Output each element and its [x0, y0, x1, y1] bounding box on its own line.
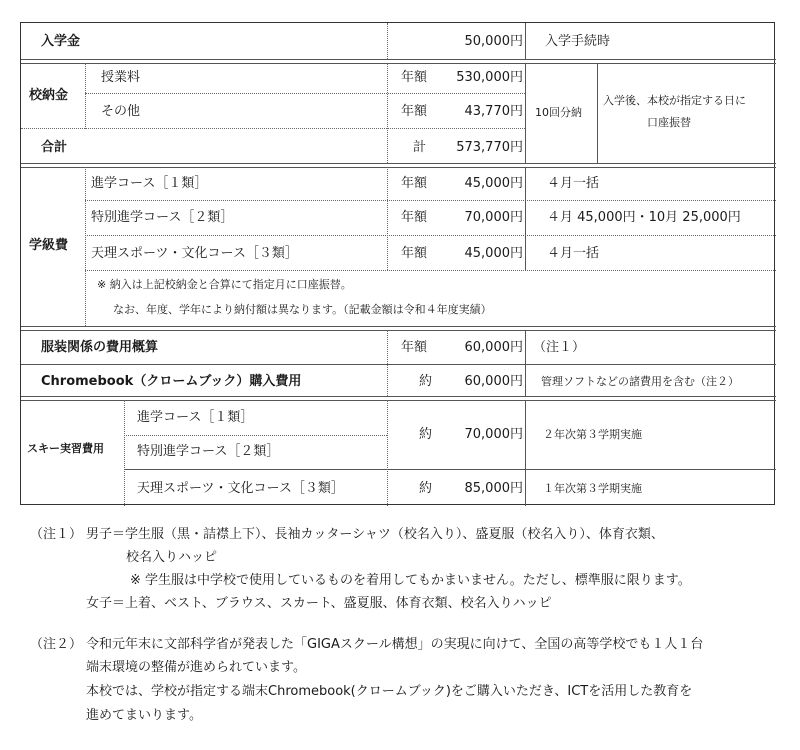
- col-divider-dotted: [387, 63, 388, 163]
- other-fee-prefix: 年額: [401, 104, 428, 119]
- class-course-3-amount: 45,000円: [464, 246, 523, 261]
- fees-schedule-2: 口座振替: [647, 116, 691, 129]
- row-divider: [21, 396, 776, 397]
- installments: 10回分納: [535, 106, 582, 119]
- uniform-label: 服装関係の費用概算: [41, 340, 159, 355]
- row-divider-dotted: [85, 270, 776, 271]
- note-1-label: （注１）: [30, 527, 83, 542]
- uniform-prefix: 年額: [401, 340, 428, 355]
- other-fee-label: その他: [101, 104, 141, 119]
- row-divider: [21, 364, 776, 365]
- ski-group-note: ２年次第３学期実施: [543, 428, 642, 441]
- fees-schedule-1: 入学後、本校が指定する日に: [603, 94, 746, 107]
- chromebook-note: 管理ソフトなどの諸費用を含む（注２）: [541, 375, 739, 388]
- class-course-2-note: ４月 45,000円・10月 25,000円: [547, 210, 741, 225]
- note-1-line-2: 校名入りハッピ: [126, 550, 218, 565]
- ski-course-1: 進学コース［１類］: [137, 410, 254, 425]
- row-divider-dotted: [85, 235, 776, 236]
- class-course-2: 特別進学コース［２類］: [91, 210, 234, 225]
- row-divider: [21, 163, 776, 164]
- tuition-amount: 530,000円: [456, 70, 523, 85]
- ski-course-2: 特別進学コース［２類］: [137, 444, 280, 459]
- note-2-line-3: 本校では、学校が指定する端末Chromebook(クロームブック)をご購入いただき、ICTを活用した教育を: [86, 684, 693, 699]
- class-course-2-prefix: 年額: [401, 210, 428, 225]
- chromebook-amount: 60,000円: [464, 374, 523, 389]
- admission-amount: 50,000円: [464, 34, 523, 49]
- row-divider: [21, 400, 776, 401]
- total-label: 合計: [41, 140, 68, 155]
- ski-third-amount: 85,000円: [464, 481, 523, 496]
- col-divider: [525, 23, 526, 59]
- note-2-line-2: 端末環境の整備が進められています。: [86, 660, 306, 675]
- class-fee-remark-1: ※ 納入は上記校納金と合算にて指定月に口座振替。: [97, 278, 352, 291]
- class-course-3: 天理スポーツ・文化コース［３類］: [91, 246, 298, 261]
- ski-third-prefix: 約: [419, 481, 433, 496]
- uniform-note: （注１）: [533, 340, 586, 355]
- col-divider-dotted: [387, 167, 388, 270]
- fees-label: 校納金: [29, 88, 69, 103]
- ski-third-note: １年次第３学期実施: [543, 482, 642, 495]
- col-divider: [525, 167, 526, 270]
- row-divider-dotted: [85, 93, 525, 94]
- row-divider: [124, 469, 776, 470]
- col-divider-dotted: [387, 330, 388, 396]
- tuition-label: 授業料: [101, 70, 141, 85]
- note-1-line-3: ※ 学生服は中学校で使用しているものを着用してもかまいません。ただし、標準服に限ります。: [130, 573, 691, 588]
- col-divider-dotted: [85, 167, 86, 326]
- ski-group-prefix: 約: [419, 427, 433, 442]
- class-course-3-note: ４月一括: [547, 246, 600, 261]
- col-divider: [525, 330, 526, 396]
- other-fee-amount: 43,770円: [464, 104, 523, 119]
- admission-note: 入学手続時: [545, 34, 611, 49]
- class-course-1: 進学コース［１類］: [91, 176, 208, 191]
- uniform-amount: 60,000円: [464, 340, 523, 355]
- class-fee-remark-2: なお、年度、学年により納付額は異なります。（記載金額は令和４年度実績）: [113, 303, 492, 316]
- note-1-line-4: 女子＝上着、ベスト、ブラウス、スカート、盛夏服、体育衣類、校名入りハッピ: [86, 596, 552, 611]
- row-divider: [21, 63, 776, 64]
- col-divider-dotted: [124, 400, 125, 506]
- col-divider-dotted: [387, 23, 388, 59]
- ski-course-3: 天理スポーツ・文化コース［３類］: [137, 481, 344, 496]
- class-course-2-amount: 70,000円: [464, 210, 523, 225]
- chromebook-prefix: 約: [419, 374, 433, 389]
- col-divider: [525, 400, 526, 506]
- col-divider-dotted: [85, 63, 86, 129]
- note-1-line-1: 男子＝学生服（黒・詰襟上下）、長袖カッターシャツ（校名入り）、盛夏服（校名入り）、体育衣類、: [86, 527, 664, 542]
- total-amount: 573,770円: [456, 140, 523, 155]
- row-divider-dotted: [124, 435, 387, 436]
- tuition-prefix: 年額: [401, 70, 428, 85]
- col-divider-dotted: [387, 400, 388, 506]
- chromebook-label: Chromebook（クロームブック）購入費用: [41, 374, 302, 389]
- ski-label: スキー実習費用: [27, 442, 104, 455]
- admission-label: 入学金: [41, 34, 81, 49]
- row-divider-dotted: [21, 128, 525, 129]
- col-divider: [525, 63, 526, 163]
- row-divider: [21, 330, 776, 331]
- col-divider: [597, 63, 598, 163]
- note-2-label: （注２）: [30, 637, 83, 652]
- row-divider: [21, 326, 776, 327]
- row-divider: [21, 167, 776, 168]
- fee-table: [20, 22, 775, 505]
- ski-group-amount: 70,000円: [464, 427, 523, 442]
- row-divider-dotted: [85, 200, 776, 201]
- row-divider: [21, 59, 776, 60]
- note-2-line-1: 令和元年末に文部科学省が発表した「GIGAスクール構想」の実現に向けて、全国の高等学校でも１人１台: [86, 637, 704, 652]
- class-course-1-prefix: 年額: [401, 176, 428, 191]
- total-prefix: 計: [413, 140, 427, 155]
- class-course-1-note: ４月一括: [547, 176, 600, 191]
- class-course-3-prefix: 年額: [401, 246, 428, 261]
- class-fee-label: 学級費: [29, 238, 69, 253]
- note-2-line-4: 進めてまいります。: [86, 708, 202, 723]
- class-course-1-amount: 45,000円: [464, 176, 523, 191]
